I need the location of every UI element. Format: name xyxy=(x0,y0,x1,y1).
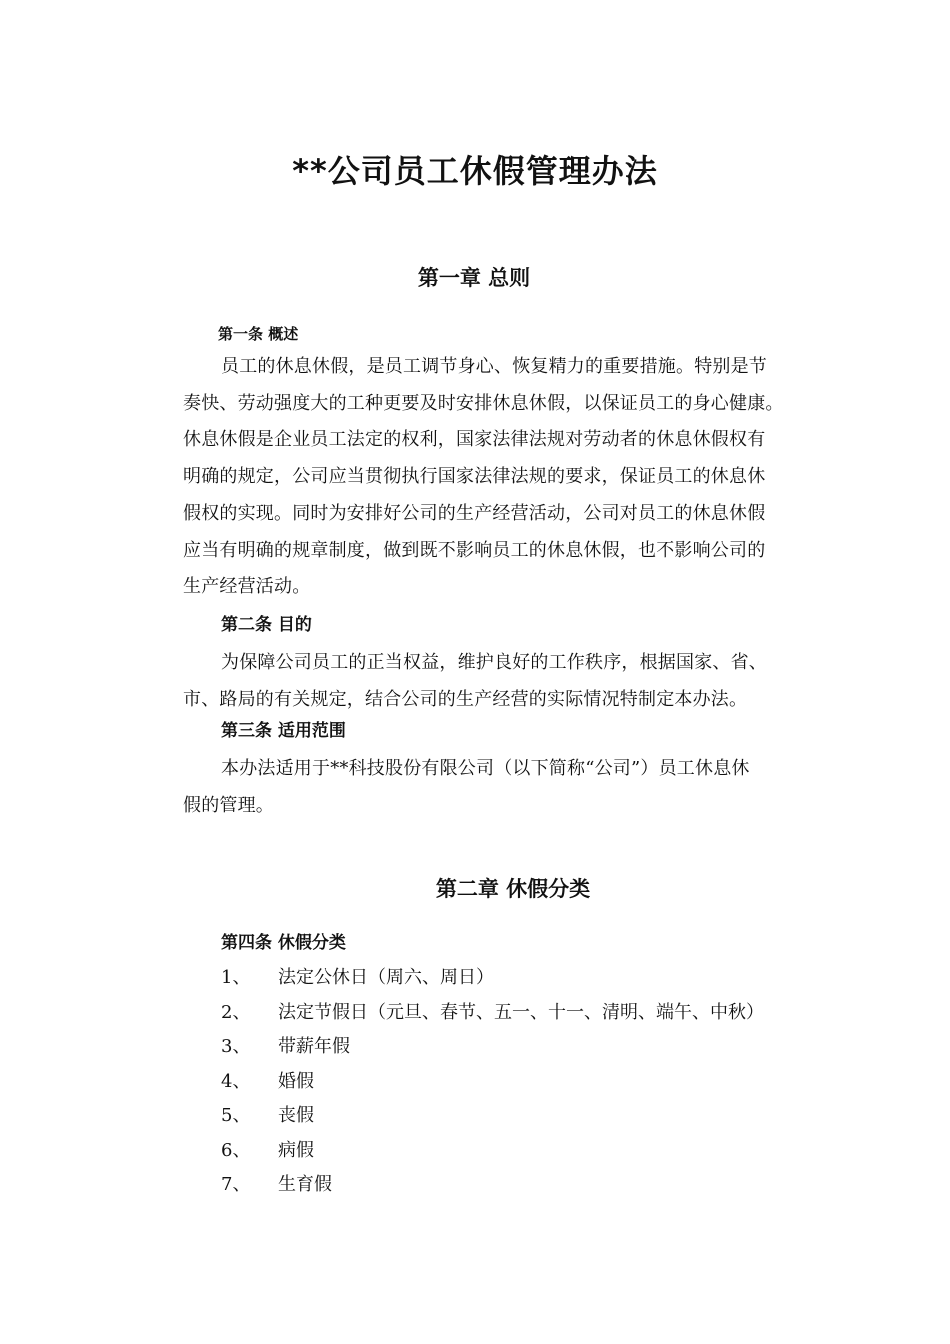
list-item xyxy=(221,1065,841,1100)
article-2-paragraph xyxy=(183,645,823,718)
list-item-number: 2、 xyxy=(221,1001,251,1023)
chapter-2-title: 第二章 休假分类 xyxy=(435,877,591,902)
list-item-text: 婚假 xyxy=(278,1070,314,1092)
chapter-1-title: 第一章 总则 xyxy=(417,266,531,291)
paragraph-line: 假权的实现。同时为安排好公司的生产经营活动，公司对员工的休息休假 xyxy=(183,502,766,524)
list-item-number: 3、 xyxy=(221,1036,251,1057)
list-item-number: 6、 xyxy=(221,1139,251,1161)
list-item-number: 4、 xyxy=(221,1070,251,1092)
list-item-text: 法定公休日（周六、周日） xyxy=(278,967,494,988)
list-item-text: 法定节假日（元旦、春节、五一、十一、清明、端午、中秋） xyxy=(278,1001,764,1023)
list-item xyxy=(221,996,841,1031)
list-item xyxy=(221,1099,841,1134)
paragraph-line: 员工的休息休假，是员工调节身心、恢复精力的重要措施。特别是节 xyxy=(221,356,767,377)
paragraph-line: 休息休假是企业员工法定的权利，国家法律法规对劳动者的休息休假权有 xyxy=(183,429,766,451)
article-1-paragraph xyxy=(183,349,823,606)
paragraph-line: 生产经营活动。 xyxy=(183,576,311,598)
document-title: **公司员工休假管理办法 xyxy=(292,152,658,191)
article-4-heading: 第四条 休假分类 xyxy=(221,933,346,953)
list-item xyxy=(221,1168,841,1203)
leave-type-list xyxy=(221,961,841,1203)
paragraph-line: 应当有明确的规章制度，做到既不影响员工的休息休假，也不影响公司的 xyxy=(183,539,766,561)
paragraph-line: 明确的规定，公司应当贯彻执行国家法律法规的要求，保证员工的休息休 xyxy=(183,466,766,488)
paragraph-line: 奏快、劳动强度大的工种更要及时安排休息休假，以保证员工的身心健康。 xyxy=(183,392,784,414)
list-item-number: 1、 xyxy=(221,967,251,988)
list-item-text: 带薪年假 xyxy=(278,1036,350,1057)
article-3-heading: 第三条 适用范围 xyxy=(221,721,346,741)
paragraph-line: 市、路局的有关规定，结合公司的生产经营的实际情况特制定本办法。 xyxy=(183,688,748,710)
list-item xyxy=(221,1030,841,1065)
article-1-heading: 第一条 概述 xyxy=(218,325,299,343)
paragraph-line: 本办法适用于**科技股份有限公司（以下简称“公司”）员工休息休 xyxy=(221,758,750,779)
list-item-text: 丧假 xyxy=(278,1105,314,1126)
list-item-text: 生育假 xyxy=(278,1174,332,1195)
list-item xyxy=(221,961,841,996)
list-item-number: 5、 xyxy=(221,1105,251,1126)
paragraph-line: 假的管理。 xyxy=(183,794,274,816)
list-item-number: 7、 xyxy=(221,1174,251,1195)
list-item xyxy=(221,1134,841,1169)
article-3-paragraph xyxy=(183,751,823,824)
article-2-heading: 第二条 目的 xyxy=(221,615,312,635)
list-item-text: 病假 xyxy=(278,1139,314,1161)
paragraph-line: 为保障公司员工的正当权益，维护良好的工作秩序，根据国家、省、 xyxy=(221,652,767,673)
